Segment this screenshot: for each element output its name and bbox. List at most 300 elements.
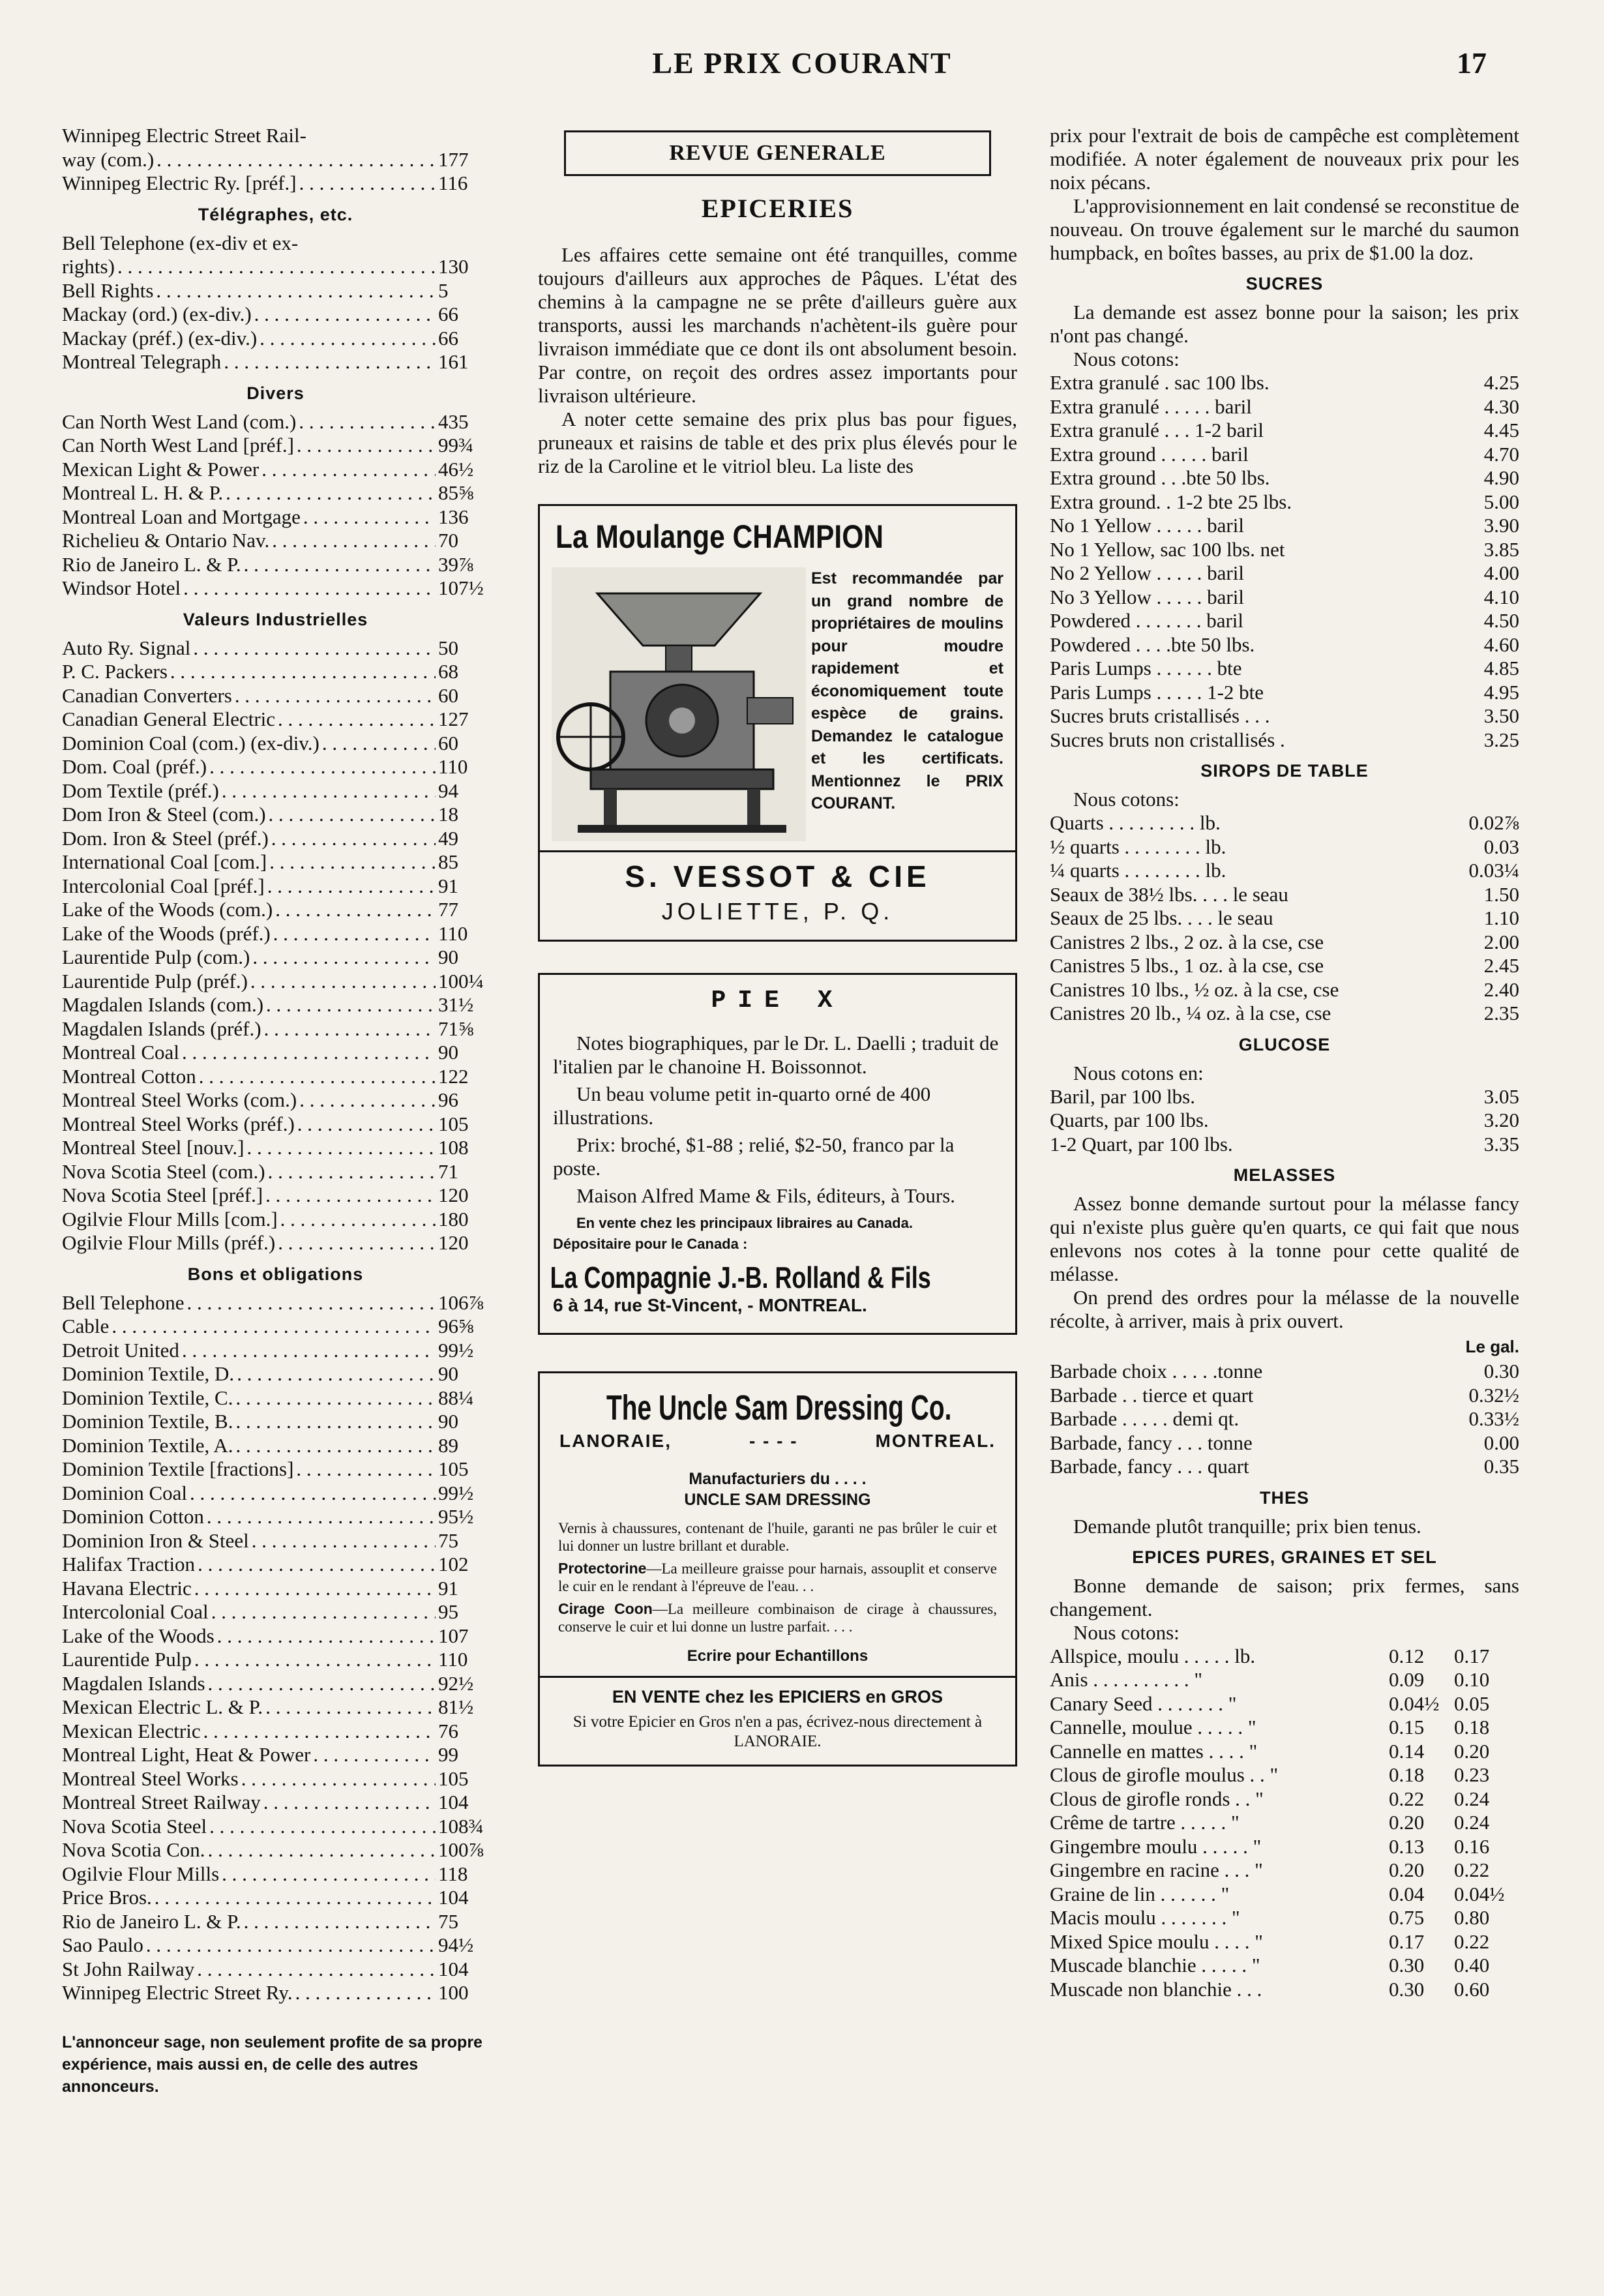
price-row bbox=[62, 1410, 489, 1434]
item-value: 0.20 bbox=[1389, 1811, 1425, 1834]
item-name: Paris Lumps . . . . . 1-2 bte bbox=[1050, 680, 1264, 704]
item-value: 0.10 bbox=[1454, 1668, 1490, 1691]
item-value: 0.02⅞ bbox=[1468, 811, 1519, 834]
price-row bbox=[1050, 931, 1519, 955]
item-value: 104 bbox=[438, 1886, 469, 1909]
item-name: Can North West Land (com.) bbox=[62, 410, 297, 433]
ad-city: JOLIETTE, P. Q. bbox=[661, 898, 894, 925]
ad-footer-headline: EN VENTE chez les EPICIERS en GROS bbox=[612, 1687, 943, 1707]
price-row bbox=[1050, 657, 1519, 681]
item-value: 0.18 bbox=[1454, 1716, 1490, 1738]
item-value: 5 bbox=[438, 278, 449, 302]
ad-moulange-champion bbox=[538, 504, 1017, 942]
ad-small-text: En vente chez les principaux libraires au Canada. bbox=[576, 1215, 913, 1231]
item-name: Dominion Textile [fractions] bbox=[62, 1457, 294, 1480]
price-row bbox=[62, 1184, 489, 1208]
item-name: Winnipeg Electric Street Rail- bbox=[62, 124, 306, 147]
lead-text: Nous cotons: bbox=[1073, 348, 1180, 370]
item-name: Montreal Street Railway bbox=[62, 1791, 261, 1813]
item-value: 0.22 bbox=[1389, 1787, 1425, 1810]
sirops-price-list bbox=[1050, 811, 1519, 1026]
item-name: P. C. Packers bbox=[62, 660, 168, 683]
item-value: 71 bbox=[438, 1159, 458, 1183]
item-name: Magdalen Islands bbox=[62, 1671, 205, 1695]
ad-paragraph: Maison Alfred Mame & Fils, éditeurs, à Tours. bbox=[576, 1184, 956, 1207]
item-name: Extra granulé . . . . . baril bbox=[1050, 395, 1252, 418]
item-value: 0.16 bbox=[1454, 1834, 1490, 1858]
price-row bbox=[62, 684, 489, 708]
item-name: Lake of the Woods (préf.) bbox=[62, 921, 271, 945]
price-row bbox=[62, 1339, 489, 1363]
item-value: 76 bbox=[438, 1719, 458, 1742]
item-value: 2.40 bbox=[1483, 977, 1519, 1001]
item-name: Dom Textile (préf.) bbox=[62, 779, 219, 802]
item-name: Winnipeg Electric Ry. [préf.] bbox=[62, 171, 297, 194]
item-value: 0.17 bbox=[1454, 1644, 1490, 1667]
item-name: No 2 Yellow . . . . . baril bbox=[1050, 561, 1244, 584]
price-row bbox=[62, 1136, 489, 1160]
leader-dots bbox=[208, 1672, 436, 1696]
price-row bbox=[1050, 395, 1519, 419]
leader-dots bbox=[197, 1958, 436, 1982]
price-row bbox=[1050, 1763, 1519, 1787]
ad-title bbox=[556, 518, 946, 556]
item-value: 0.20 bbox=[1389, 1858, 1425, 1881]
ad-mfg-line: Manufacturiers du . . . . bbox=[689, 1470, 867, 1488]
item-name: Dom. Iron & Steel (préf.) bbox=[62, 826, 269, 850]
leader-dots bbox=[299, 410, 436, 434]
price-row bbox=[1050, 811, 1519, 835]
paragraph: A noter cette semaine des prix plus bas pour figues, pruneaux et raisins de table et des prix plus élevés pour le riz de la Caroline et le vitriol bleu. La liste des bbox=[538, 408, 1017, 477]
item-value: 90 bbox=[438, 1410, 458, 1433]
item-name: Price Bros. bbox=[62, 1886, 152, 1909]
item-value: 4.60 bbox=[1483, 633, 1519, 656]
leader-dots bbox=[264, 1017, 436, 1041]
item-value: 77 bbox=[438, 898, 458, 921]
paragraph: L'approvisionnement en lait condensé se reconstitue de nouveau. On trouve également sur le marché du saumon humpback, en boîtes basses, au prix de $1.00 la doz. bbox=[1050, 194, 1519, 264]
leader-dots bbox=[224, 350, 436, 374]
price-row bbox=[62, 1743, 489, 1767]
item-value: 4.95 bbox=[1483, 680, 1519, 704]
item-name: Intercolonial Coal bbox=[62, 1600, 209, 1623]
price-row bbox=[62, 1933, 489, 1958]
price-row bbox=[62, 327, 489, 351]
item-name: Cable bbox=[62, 1315, 110, 1337]
leader-dots bbox=[299, 1088, 436, 1112]
price-row bbox=[1050, 538, 1519, 562]
item-value: 94 bbox=[438, 779, 458, 802]
leader-dots bbox=[208, 1838, 436, 1862]
paragraph: Assez bonne demande surtout pour la mélasse fancy qui n'existe plus guère qu'en quarts, ce qui fait que nous enlevons nos cotes à la tonne pour cette qualité de mélasse. bbox=[1050, 1192, 1519, 1285]
price-row bbox=[1050, 1692, 1519, 1716]
price-row bbox=[62, 922, 489, 946]
item-name: St John Railway bbox=[62, 1957, 195, 1980]
item-value: 161 bbox=[438, 350, 469, 373]
price-row bbox=[1050, 1002, 1519, 1026]
section-title: Bons et obligations bbox=[187, 1264, 364, 1284]
price-row bbox=[1050, 1645, 1519, 1669]
item-name: Montreal Cotton bbox=[62, 1064, 196, 1088]
item-value: 0.23 bbox=[1454, 1763, 1490, 1786]
item-value: 4.45 bbox=[1483, 419, 1519, 441]
price-row bbox=[62, 553, 489, 577]
revue-title: REVUE GENERALE bbox=[669, 141, 886, 165]
leader-dots bbox=[199, 1065, 436, 1089]
grocery-prices-column bbox=[1050, 124, 1519, 2001]
section-title: SIROPS DE TABLE bbox=[1200, 761, 1369, 781]
leader-dots bbox=[217, 1624, 436, 1648]
leader-dots bbox=[269, 850, 436, 874]
item-value: 0.09 bbox=[1389, 1668, 1425, 1691]
item-name: Magdalen Islands (préf.) bbox=[62, 1017, 261, 1040]
price-row bbox=[62, 827, 489, 851]
item-value: 0.32½ bbox=[1468, 1383, 1519, 1407]
item-name: ½ quarts . . . . . . . . lb. bbox=[1050, 835, 1226, 858]
price-row bbox=[1050, 1858, 1519, 1883]
item-name: Seaux de 25 lbs. . . . le seau bbox=[1050, 906, 1273, 929]
item-name: Montreal Light, Heat & Power bbox=[62, 1743, 311, 1766]
item-value: 75 bbox=[438, 1909, 458, 1933]
item-name: Bell Rights bbox=[62, 278, 154, 302]
price-row bbox=[62, 898, 489, 922]
item-value: 0.00 bbox=[1483, 1431, 1519, 1454]
price-row bbox=[62, 1815, 489, 1839]
price-row bbox=[62, 993, 489, 1017]
item-name: Canistres 10 lbs., ½ oz. à la cse, cse bbox=[1050, 977, 1339, 1001]
leader-dots bbox=[252, 1529, 436, 1553]
item-value: 0.03¼ bbox=[1468, 859, 1519, 882]
ad-mfg-line: UNCLE SAM DRESSING bbox=[684, 1491, 871, 1509]
epiceries-heading: EPICERIES bbox=[701, 194, 854, 223]
item-value: 104 bbox=[438, 1957, 469, 1980]
item-name: Seaux de 38½ lbs. . . . le seau bbox=[1050, 882, 1288, 906]
item-name: rights) bbox=[62, 255, 115, 278]
price-row bbox=[62, 1434, 489, 1458]
ad-company: La Compagnie J.-B. Rolland & Fils bbox=[550, 1260, 931, 1294]
item-value: 96 bbox=[438, 1088, 458, 1111]
price-row bbox=[1050, 466, 1519, 490]
item-value: 120 bbox=[438, 1231, 469, 1254]
price-row bbox=[62, 576, 489, 601]
leader-dots bbox=[198, 1553, 436, 1577]
item-name: Montreal Steel Works (préf.) bbox=[62, 1112, 295, 1135]
item-value: 120 bbox=[438, 1184, 469, 1206]
price-row bbox=[1050, 443, 1519, 467]
item-name: Extra ground . . . . . baril bbox=[1050, 442, 1249, 466]
item-value: 3.25 bbox=[1483, 728, 1519, 751]
price-row bbox=[62, 1838, 489, 1862]
item-value: 39⅞ bbox=[438, 552, 474, 576]
lead-text: Nous cotons: bbox=[1073, 1620, 1180, 1644]
price-row bbox=[1050, 1109, 1519, 1133]
leader-dots bbox=[211, 1600, 436, 1624]
leader-dots bbox=[268, 1160, 436, 1184]
price-row bbox=[62, 350, 489, 374]
item-value: 1.50 bbox=[1483, 882, 1519, 906]
price-row bbox=[1050, 1787, 1519, 1811]
paragraph: On prend des ordres pour la mélasse de la nouvelle récolte, à arriver, mais à prix ouvert. bbox=[1050, 1286, 1519, 1332]
price-row bbox=[62, 1231, 489, 1255]
item-value: 85 bbox=[438, 850, 458, 873]
price-row bbox=[62, 255, 489, 279]
item-name: Mexican Electric bbox=[62, 1719, 201, 1742]
price-row bbox=[1050, 1407, 1519, 1431]
item-name: Gingembre en racine . . . " bbox=[1050, 1858, 1263, 1881]
leader-dots bbox=[263, 1791, 436, 1815]
paragraph: Demande plutôt tranquille; prix bien tenus. bbox=[1073, 1514, 1421, 1538]
leader-dots bbox=[207, 1505, 436, 1529]
item-name: Halifax Traction bbox=[62, 1553, 196, 1575]
item-name: Quarts . . . . . . . . . lb. bbox=[1050, 811, 1221, 834]
item-value: 102 bbox=[438, 1553, 469, 1575]
item-value: 88¼ bbox=[438, 1386, 474, 1409]
item-value: 0.35 bbox=[1483, 1455, 1519, 1478]
price-row bbox=[1050, 954, 1519, 978]
price-row bbox=[62, 1315, 489, 1339]
ad-title: PIE X bbox=[711, 987, 844, 1015]
item-name: Barbade choix . . . . .tonne bbox=[1050, 1360, 1263, 1382]
price-row bbox=[1050, 1954, 1519, 1978]
item-value: 0.40 bbox=[1454, 1954, 1490, 1976]
item-name: Winnipeg Electric Street Ry. bbox=[62, 1981, 293, 2004]
item-value: 0.03 bbox=[1483, 835, 1519, 858]
item-value: 92½ bbox=[438, 1671, 474, 1695]
item-name: Ogilvie Flour Mills [com.] bbox=[62, 1207, 278, 1230]
price-row bbox=[1050, 1384, 1519, 1408]
price-row bbox=[62, 1160, 489, 1184]
price-row bbox=[62, 505, 489, 529]
item-value: 0.14 bbox=[1389, 1739, 1425, 1763]
leader-dots bbox=[156, 148, 436, 172]
item-value: 4.10 bbox=[1483, 585, 1519, 608]
grain-mill-illustration bbox=[552, 567, 806, 841]
item-name: Clous de girofle ronds . . " bbox=[1050, 1787, 1264, 1810]
price-row bbox=[62, 148, 489, 172]
item-name: Laurentide Pulp (com.) bbox=[62, 946, 250, 968]
leader-dots bbox=[299, 171, 436, 196]
item-name: Nova Scotia Steel bbox=[62, 1814, 207, 1838]
item-value: 4.00 bbox=[1483, 561, 1519, 584]
leader-dots bbox=[271, 827, 436, 851]
price-row bbox=[62, 1886, 489, 1910]
item-value: 0.24 bbox=[1454, 1787, 1490, 1810]
item-name: ¼ quarts . . . . . . . . lb. bbox=[1050, 859, 1226, 882]
leader-dots bbox=[266, 993, 436, 1017]
item-name: Rio de Janeiro L. & P. bbox=[62, 552, 241, 576]
price-row bbox=[62, 1958, 489, 1982]
ad-product-text: —La meilleure graisse pour harnais, assouplit et conserve le cuir en le rendant à l'épreuve de l'eau. . . bbox=[558, 1560, 997, 1594]
item-name: Montreal Steel Works bbox=[62, 1767, 239, 1790]
price-row bbox=[1050, 1835, 1519, 1859]
item-name: International Coal [com.] bbox=[62, 850, 267, 873]
ad-text: Est recommandée par un grand nombre de propriétaires de moulins pour moudre rapidement et économiquement toute espèce de grains. Demandez le catalogue et les certificats. Mentionnez le PRIX COURANT. bbox=[811, 569, 1003, 813]
leader-dots bbox=[267, 874, 436, 899]
price-row bbox=[1050, 1360, 1519, 1384]
leader-dots bbox=[244, 1910, 436, 1934]
price-row bbox=[62, 850, 489, 874]
item-name: 1-2 Quart, par 100 lbs. bbox=[1050, 1132, 1233, 1155]
item-value: 100 bbox=[438, 1981, 469, 2004]
leader-dots bbox=[272, 529, 436, 553]
item-value: 3.35 bbox=[1483, 1132, 1519, 1155]
price-row bbox=[1050, 681, 1519, 705]
ad-paragraph: Un beau volume petit in-quarto orné de 400 illustrations. bbox=[553, 1082, 931, 1129]
leader-dots bbox=[269, 803, 436, 827]
item-value: 90 bbox=[438, 1362, 458, 1385]
price-row bbox=[1050, 1978, 1519, 2002]
price-row bbox=[62, 529, 489, 553]
ad-call-to-action: Ecrire pour Echantillons bbox=[687, 1647, 869, 1665]
item-value: 110 bbox=[438, 755, 468, 778]
leader-dots bbox=[190, 1482, 436, 1506]
item-name: Lake of the Woods (com.) bbox=[62, 898, 273, 921]
leader-dots bbox=[265, 1695, 436, 1720]
price-row bbox=[1050, 835, 1519, 859]
paragraph: La demande est assez bonne pour la saison; les prix n'ont pas changé. bbox=[1050, 301, 1519, 347]
item-name: Rio de Janeiro L. & P. bbox=[62, 1909, 241, 1933]
leader-dots bbox=[182, 1041, 436, 1065]
price-row bbox=[1050, 1668, 1519, 1692]
epices-price-list bbox=[1050, 1645, 1519, 2002]
price-row bbox=[62, 779, 489, 803]
leader-dots bbox=[156, 279, 436, 303]
item-value: 110 bbox=[438, 1648, 468, 1671]
price-row bbox=[62, 303, 489, 327]
item-value: 106⅞ bbox=[438, 1290, 484, 1314]
leader-dots bbox=[194, 1577, 436, 1601]
item-value: 75 bbox=[438, 1528, 458, 1552]
item-name: Muscade blanchie . . . . . " bbox=[1050, 1954, 1260, 1976]
price-row bbox=[62, 1482, 489, 1506]
item-value: 0.15 bbox=[1389, 1716, 1425, 1738]
item-value: 127 bbox=[438, 708, 469, 730]
item-value: 60 bbox=[438, 683, 458, 707]
price-row bbox=[62, 124, 489, 148]
item-name: No 1 Yellow, sac 100 lbs. net bbox=[1050, 537, 1285, 561]
price-row bbox=[62, 1981, 489, 2005]
item-value: 91 bbox=[438, 874, 458, 897]
item-value: 90 bbox=[438, 946, 458, 968]
leader-dots bbox=[183, 576, 436, 601]
leader-dots bbox=[235, 1386, 436, 1410]
price-row bbox=[1050, 490, 1519, 514]
item-value: 105 bbox=[438, 1457, 469, 1480]
ad-location-dashes: - - - - bbox=[749, 1431, 798, 1451]
item-name: Mackay (ord.) (ex-div.) bbox=[62, 303, 252, 325]
price-row bbox=[62, 970, 489, 994]
ad-title-b: CHAMPION bbox=[732, 518, 884, 555]
ad-small-text: Dépositaire pour le Canada : bbox=[553, 1236, 748, 1252]
item-value: 100⅞ bbox=[438, 1838, 484, 1861]
price-row bbox=[62, 1648, 489, 1672]
price-row bbox=[1050, 1740, 1519, 1764]
paragraph: Les affaires cette semaine ont été tranquilles, comme toujours d'ailleurs aux approches de Pâques. L'état des chemins à la campagne ne se prête d'ailleurs guère aux transports, aussi les marchands n'achètent-ils guère pour livraison immédiate que ce dont ils ont absolument besoin. Par contre, on reçoit des ordres assez importants pour livraison ultérieure. bbox=[538, 243, 1017, 407]
item-name: Dominion Textile, B. bbox=[62, 1410, 233, 1433]
price-row bbox=[1050, 859, 1519, 883]
item-name: Mexican Light & Power bbox=[62, 457, 260, 481]
item-value: 96⅝ bbox=[438, 1315, 474, 1337]
item-value: 136 bbox=[438, 505, 469, 528]
item-value: 46½ bbox=[438, 457, 474, 481]
ad-product-name: Protectorine bbox=[558, 1560, 647, 1577]
item-value: 90 bbox=[438, 1041, 458, 1064]
item-value: 94½ bbox=[438, 1933, 474, 1956]
ad-address: 6 à 14, rue St-Vincent, - MONTREAL. bbox=[553, 1295, 867, 1315]
item-value: 2.00 bbox=[1483, 930, 1519, 953]
item-name: Dominion Coal bbox=[62, 1481, 188, 1504]
price-row bbox=[62, 279, 489, 303]
price-row bbox=[62, 1624, 489, 1648]
price-row bbox=[62, 1553, 489, 1577]
leader-dots bbox=[303, 505, 436, 529]
price-row bbox=[62, 1910, 489, 1934]
leader-dots bbox=[241, 1767, 436, 1791]
price-row bbox=[62, 1767, 489, 1791]
item-name: Dominion Textile, D. bbox=[62, 1362, 235, 1385]
item-value: 4.70 bbox=[1483, 442, 1519, 466]
item-value: 130 bbox=[438, 255, 469, 278]
item-name: Lake of the Woods bbox=[62, 1624, 215, 1647]
price-row bbox=[62, 1577, 489, 1601]
ad-location-right: MONTREAL. bbox=[875, 1431, 996, 1451]
price-row bbox=[62, 803, 489, 827]
item-name: Nova Scotia Con. bbox=[62, 1838, 205, 1861]
ad-manufacturer bbox=[540, 1469, 1015, 1510]
item-value: 0.12 bbox=[1389, 1644, 1425, 1667]
item-value: 180 bbox=[438, 1207, 469, 1230]
item-value: 89 bbox=[438, 1433, 458, 1457]
paragraph: Bonne demande de saison; prix fermes, sans changement. bbox=[1050, 1573, 1519, 1620]
price-row bbox=[62, 755, 489, 779]
ad-paragraph: Vernis à chaussures, contenant de l'huile, garanti ne pas brûler le cuir et lui donner un lustre brillant et durable. bbox=[558, 1520, 997, 1554]
item-value: 99½ bbox=[438, 1481, 474, 1504]
ad-product-name: Cirage Coon bbox=[558, 1600, 653, 1617]
item-name: Graine de lin . . . . . . " bbox=[1050, 1882, 1230, 1905]
ad-title: The Uncle Sam Dressing Co. bbox=[606, 1388, 952, 1427]
item-value: 100¼ bbox=[438, 969, 484, 992]
item-name: Barbade . . . . . demi qt. bbox=[1050, 1407, 1240, 1430]
leader-dots bbox=[278, 1231, 436, 1255]
item-name: Crême de tartre . . . . . " bbox=[1050, 1811, 1240, 1834]
item-value: 3.85 bbox=[1483, 537, 1519, 561]
leader-dots bbox=[322, 732, 436, 756]
leader-dots bbox=[278, 708, 436, 732]
item-name: Laurentide Pulp bbox=[62, 1648, 192, 1671]
item-name: Havana Electric bbox=[62, 1576, 192, 1600]
item-name: Windsor Hotel bbox=[62, 576, 181, 599]
item-name: way (com.) bbox=[62, 147, 155, 171]
price-row bbox=[62, 1695, 489, 1720]
item-name: Canistres 5 lbs., 1 oz. à la cse, cse bbox=[1050, 954, 1324, 977]
leader-dots bbox=[261, 458, 436, 482]
item-name: Powdered . . . .bte 50 lbs. bbox=[1050, 633, 1255, 656]
item-name: Clous de girofle moulus . . " bbox=[1050, 1763, 1279, 1786]
item-name: Mackay (préf.) (ex-div.) bbox=[62, 326, 258, 350]
price-row bbox=[62, 1862, 489, 1886]
leader-dots bbox=[155, 1886, 436, 1910]
item-name: Montreal Telegraph bbox=[62, 350, 222, 373]
page-header bbox=[0, 46, 1604, 98]
item-name: Barbade . . tierce et quart bbox=[1050, 1383, 1254, 1407]
leader-dots bbox=[194, 1648, 436, 1672]
section-title: Télégraphes, etc. bbox=[198, 204, 353, 224]
price-row bbox=[1050, 978, 1519, 1002]
item-name: Allspice, moulu . . . . . lb. bbox=[1050, 1644, 1256, 1667]
item-value: 95½ bbox=[438, 1505, 474, 1528]
price-row bbox=[62, 1505, 489, 1529]
item-name: Dominion Textile, C. bbox=[62, 1386, 233, 1409]
advertiser-footnote: L'annonceur sage, non seulement profite de sa propre expérience, mais aussi en, de celle des autres annonceurs. bbox=[62, 2033, 483, 2096]
